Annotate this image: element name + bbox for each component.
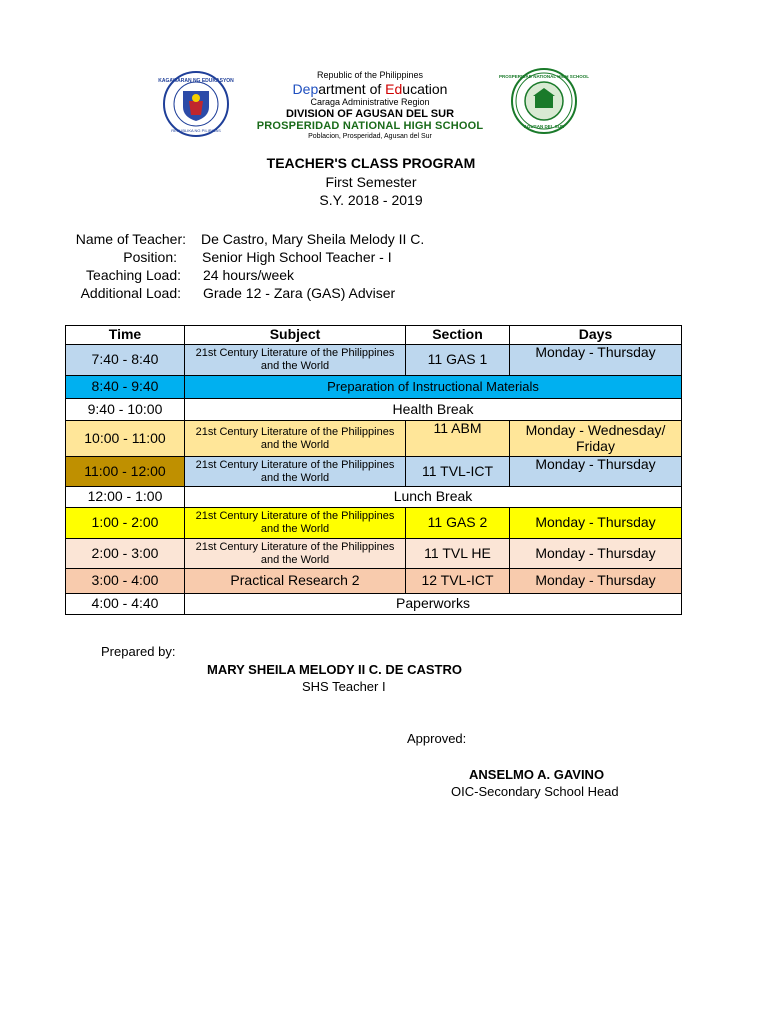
time-cell: 11:00 - 12:00: [66, 457, 185, 487]
days-cell: Monday - Thursday: [510, 345, 682, 376]
division-line: DIVISION OF AGUSAN DEL SUR: [285, 108, 455, 120]
time-cell: 9:40 - 10:00: [66, 399, 185, 421]
school-address: Poblacion, Prosperidad, Agusan del Sur: [308, 133, 432, 140]
approved-by-name: ANSELMO A. GAVINO: [469, 767, 605, 782]
subject-cell: 21st Century Literature of the Philippines and the World: [185, 539, 406, 569]
activity-cell: Lunch Break: [185, 487, 682, 508]
header-section: Section: [406, 326, 510, 345]
republic-line: Republic of the Philippines: [316, 70, 424, 80]
days-cell: Monday - Thursday: [510, 457, 682, 487]
subject-cell: 21st Century Literature of the Philippines and the World: [185, 457, 406, 487]
additional-load-label: Additional Load:: [80, 285, 181, 301]
section-cell: 11 ABM: [406, 421, 510, 457]
time-cell: 1:00 - 2:00: [66, 508, 185, 539]
svg-text:REPUBLIKA NG PILIPINAS: REPUBLIKA NG PILIPINAS: [171, 128, 221, 133]
approved-label: Approved:: [407, 731, 467, 746]
svg-text:PROSPERIDAD NATIONAL HIGH SCHO: PROSPERIDAD NATIONAL HIGH SCHOOL: [498, 74, 590, 79]
section-cell: 11 GAS 1: [406, 345, 510, 376]
position-value: Senior High School Teacher - I: [202, 249, 392, 265]
svg-text:AGUSAN DEL SUR: AGUSAN DEL SUR: [523, 124, 565, 129]
days-cell: Monday - Thursday: [510, 539, 682, 569]
teaching-load-label: Teaching Load:: [86, 267, 181, 283]
semester: First Semester: [325, 174, 417, 190]
seal-ring-text: KAGAWARAN NG EDUKASYON: [158, 78, 234, 84]
time-cell: 7:40 - 8:40: [66, 345, 185, 376]
time-cell: 12:00 - 1:00: [66, 487, 185, 508]
teacher-name-value: De Castro, Mary Sheila Melody II C.: [201, 231, 425, 247]
school-name: PROSPERIDAD NATIONAL HIGH SCHOOL: [256, 120, 484, 132]
days-cell: Monday - Thursday: [510, 569, 682, 594]
time-cell: 8:40 - 9:40: [66, 376, 185, 399]
table-row: [66, 345, 682, 376]
subject-cell: 21st Century Literature of the Philippines and the World: [185, 345, 406, 376]
prepared-by-title: SHS Teacher I: [302, 679, 386, 694]
region-line: Caraga Administrative Region: [310, 97, 430, 107]
table-row: [66, 539, 682, 569]
header-days: Days: [510, 326, 682, 345]
table-row: [66, 457, 682, 487]
additional-load-value: Grade 12 - Zara (GAS) Adviser: [203, 285, 396, 301]
activity-cell: Preparation of Instructional Materials: [185, 376, 682, 399]
time-cell: 4:00 - 4:40: [66, 594, 185, 615]
table-row: [66, 487, 682, 508]
time-cell: 10:00 - 11:00: [66, 421, 185, 457]
time-cell: 2:00 - 3:00: [66, 539, 185, 569]
table-row: [66, 376, 682, 399]
position-label: Position:: [123, 249, 177, 265]
time-cell: 3:00 - 4:00: [66, 569, 185, 594]
section-cell: 11 GAS 2: [406, 508, 510, 539]
table-row: [66, 399, 682, 421]
days-cell: Monday - Wednesday/ Friday: [510, 421, 682, 457]
days-cell: Monday - Thursday: [510, 508, 682, 539]
teacher-name-label: Name of Teacher:: [75, 231, 186, 247]
prepared-by-name: MARY SHEILA MELODY II C. DE CASTRO: [207, 662, 462, 677]
table-row: [66, 508, 682, 539]
table-row: [66, 421, 682, 457]
document-title: TEACHER'S CLASS PROGRAM: [266, 155, 476, 171]
table-header-row: [66, 326, 682, 345]
table-row: [66, 569, 682, 594]
header-subject: Subject: [185, 326, 406, 345]
activity-cell: Health Break: [185, 399, 682, 421]
header-time: Time: [66, 326, 185, 345]
section-cell: 12 TVL-ICT: [406, 569, 510, 594]
teaching-load-value: 24 hours/week: [203, 267, 295, 283]
table-row: [66, 594, 682, 615]
section-cell: 11 TVL HE: [406, 539, 510, 569]
department-line: Department of Education: [292, 81, 448, 97]
school-year: S.Y. 2018 - 2019: [319, 192, 423, 208]
activity-cell: Paperworks: [185, 594, 682, 615]
subject-cell: Practical Research 2: [185, 569, 406, 594]
prepared-by-label: Prepared by:: [101, 644, 176, 659]
subject-cell: 21st Century Literature of the Philippines and the World: [185, 508, 406, 539]
approved-by-title: OIC-Secondary School Head: [451, 784, 619, 799]
class-schedule-table: [65, 325, 682, 615]
subject-cell: 21st Century Literature of the Philippines and the World: [185, 421, 406, 457]
section-cell: 11 TVL-ICT: [406, 457, 510, 487]
